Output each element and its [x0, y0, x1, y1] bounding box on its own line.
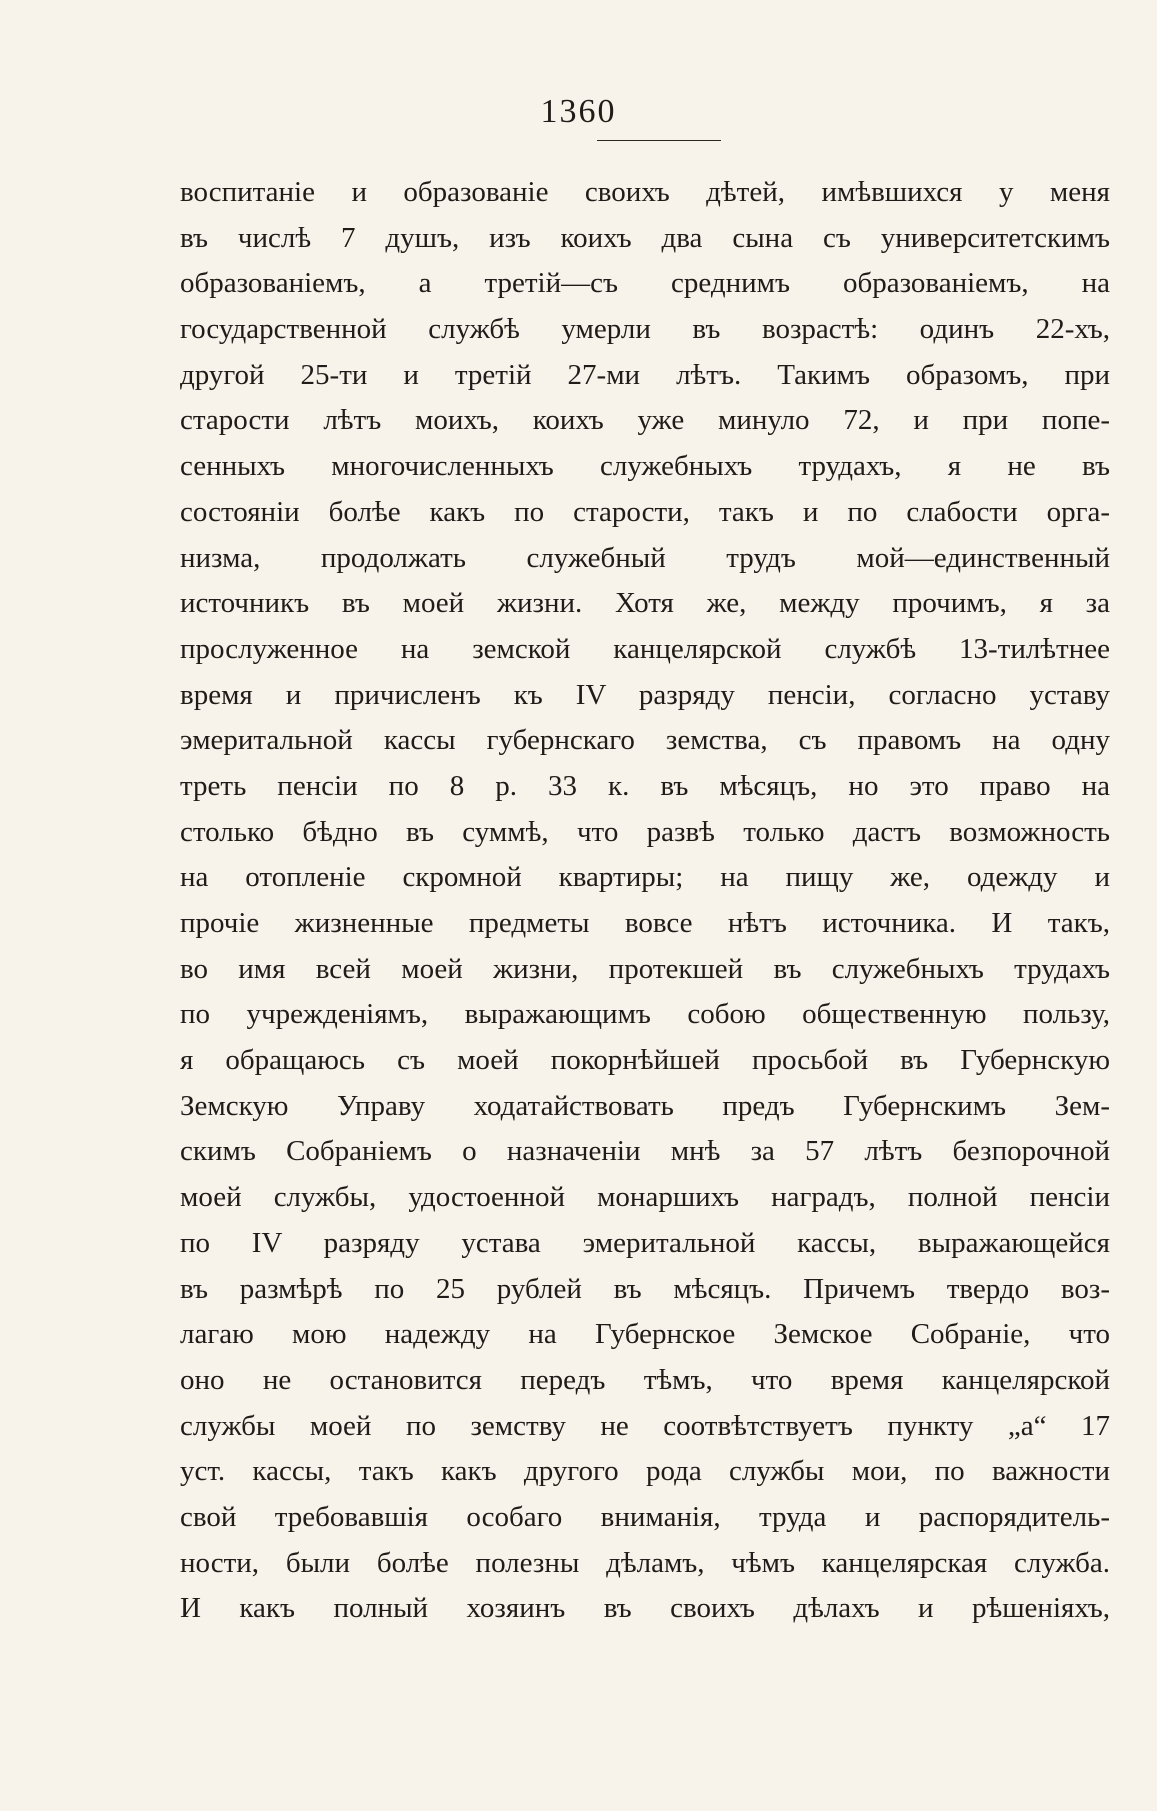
text-line: во имя всей моей жизни, протекшей въ служебныхъ трудахъ	[180, 952, 1110, 985]
text-line: прочіе жизненные предметы вовсе нѣтъ источника. И такъ,	[180, 907, 1110, 939]
text-line: государственной службѣ умерли въ возрастѣ: одинъ 22-хъ,	[180, 313, 1110, 346]
text-line: старости лѣтъ моихъ, коихъ уже минуло 72, и при попе-	[180, 404, 1110, 437]
text-line: воспитаніе и образованіе своихъ дѣтей, имѣвшихся у меня	[180, 176, 1110, 208]
text-line: лагаю мою надежду на Губернское Земское Собраніе, что	[180, 1318, 1110, 1351]
text-line: источникъ въ моей жизни. Хотя же, между прочимъ, я за	[180, 587, 1110, 620]
text-line: въ размѣрѣ по 25 рублей въ мѣсяцъ. Причемъ твердо воз-	[180, 1272, 1110, 1305]
text-line: уст. кассы, такъ какъ другого рода службы мои, по важности	[180, 1455, 1110, 1488]
text-line: другой 25-ти и третій 27-ми лѣтъ. Такимъ образомъ, при	[180, 358, 1110, 391]
text-line: по учрежденіямъ, выражающимъ собою общественную пользу,	[180, 998, 1110, 1031]
text-line: И какъ полный хозяинъ въ своихъ дѣлахъ и рѣшеніяхъ,	[180, 1592, 1110, 1625]
text-line: образованіемъ, а третій—съ среднимъ образованіемъ, на	[180, 267, 1110, 300]
text-line: свой требовавшія особаго вниманія, труда и распорядитель-	[180, 1500, 1110, 1533]
text-line: я обращаюсь съ моей покорнѣйшей просьбой въ Губернскую	[180, 1044, 1110, 1077]
text-line: время и причисленъ къ IV разряду пенсіи, согласно уставу	[180, 678, 1110, 711]
text-line: треть пенсіи по 8 р. 33 к. въ мѣсяцъ, но это право на	[180, 769, 1110, 802]
text-line: моей службы, удостоенной монаршихъ наградъ, полной пенсіи	[180, 1181, 1110, 1214]
text-line: прослуженное на земской канцелярской службѣ 13-тилѣтнее	[180, 632, 1110, 665]
text-line: въ числѣ 7 душъ, изъ коихъ два сына съ университетскимъ	[180, 221, 1110, 254]
page-number: 1360	[540, 93, 617, 130]
text-line: службы моей по земству не соотвѣтствуетъ пункту „а“ 17	[180, 1409, 1110, 1442]
text-line: столько бѣдно въ суммѣ, что развѣ только дастъ возможность	[180, 815, 1110, 848]
text-line: низма, продолжать служебный трудъ мой—единственный	[180, 541, 1110, 574]
body-text	[180, 170, 1110, 1632]
text-line: по IV разряду устава эмеритальной кассы, выражающейся	[180, 1226, 1110, 1259]
text-line: Земскую Управу ходатайствовать предъ Губернскимъ Зем-	[180, 1089, 1110, 1122]
text-line: ности, были болѣе полезны дѣламъ, чѣмъ канцелярская служба.	[180, 1546, 1110, 1579]
text-line: оно не остановится передъ тѣмъ, что время канцелярской	[180, 1363, 1110, 1396]
page-number-rule	[597, 140, 721, 141]
text-line: сенныхъ многочисленныхъ служебныхъ трудахъ, я не въ	[180, 450, 1110, 483]
text-line: эмеритальной кассы губернскаго земства, съ правомъ на одну	[180, 724, 1110, 757]
text-line: скимъ Собраніемъ о назначеніи мнѣ за 57 лѣтъ безпорочной	[180, 1135, 1110, 1168]
text-line: на отопленіе скромной квартиры; на пищу же, одежду и	[180, 861, 1110, 894]
text-line: состояніи болѣе какъ по старости, такъ и по слабости орга-	[180, 495, 1110, 528]
